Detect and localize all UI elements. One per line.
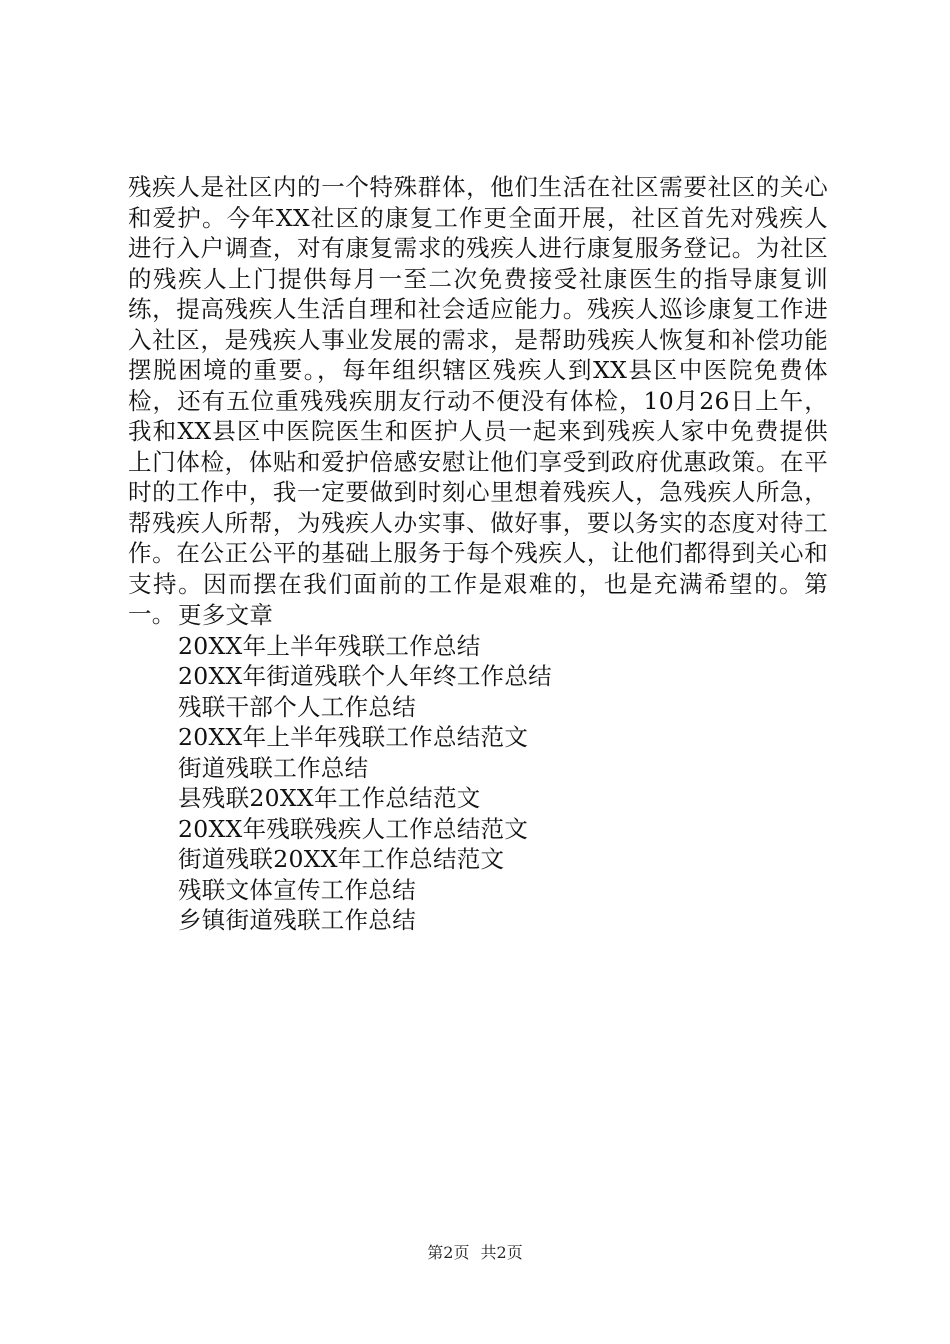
- article-link[interactable]: 县残联20XX年工作总结范文: [178, 784, 481, 812]
- body-paragraph: 残疾人是社区内的一个特殊群体，他们生活在社区需要社区的关心和爱护。今年XX社区的康复工作更全面开展，社区首先对残疾人进行入户调查，对有康复需求的残疾人进行康复服务登记。为社区的残疾人上门提供每月一至二次免费接受社康医生的指导康复训练，提高残疾人生活自理和社会适应能力。残疾人巡诊康复工作进入社区，是残疾人事业发展的需求，是帮助残疾人恢复和补偿功能摆脱困境的重要。，每年组织辖区残疾人到XX县区中医院免费体检，还有五位重残残疾朋友行动不便没有体检，10月26日上午，我和XX县区中医院医生和医护人员一起来到残疾人家中免费提供上门体检，体贴和爱护倍感安慰让他们享受到政府优惠政策。在平时的工作中，我一定要做到时刻心里想着残疾人，急残疾人所急，帮残疾人所帮，为残疾人办实事、做好事，要以务实的态度对待工作。在公正公平的基础上服务于每个残疾人，让他们都得到关心和支持。因而摆在我们面前的工作是艰难的，也是充满希望的。第一。: [128, 173, 828, 628]
- article-link[interactable]: 20XX年上半年残联工作总结: [178, 631, 481, 660]
- page-footer: [0, 1243, 950, 1263]
- article-link[interactable]: 街道残联工作总结: [178, 753, 369, 782]
- more-articles-list: [178, 600, 552, 936]
- more-articles-heading: 更多文章: [178, 601, 274, 629]
- page-total: 共2页: [480, 1243, 523, 1262]
- article-link[interactable]: 残联文体宣传工作总结: [178, 875, 416, 904]
- article-link[interactable]: 乡镇街道残联工作总结: [178, 906, 416, 934]
- article-link[interactable]: 20XX年街道残联个人年终工作总结: [178, 662, 552, 690]
- article-link[interactable]: 20XX年残联残疾人工作总结范文: [178, 814, 529, 843]
- article-link[interactable]: 街道残联20XX年工作总结范文: [178, 845, 505, 873]
- article-link[interactable]: 残联干部个人工作总结: [178, 692, 416, 721]
- article-link[interactable]: 20XX年上半年残联工作总结范文: [178, 723, 529, 751]
- page-number: 第2页: [427, 1243, 470, 1262]
